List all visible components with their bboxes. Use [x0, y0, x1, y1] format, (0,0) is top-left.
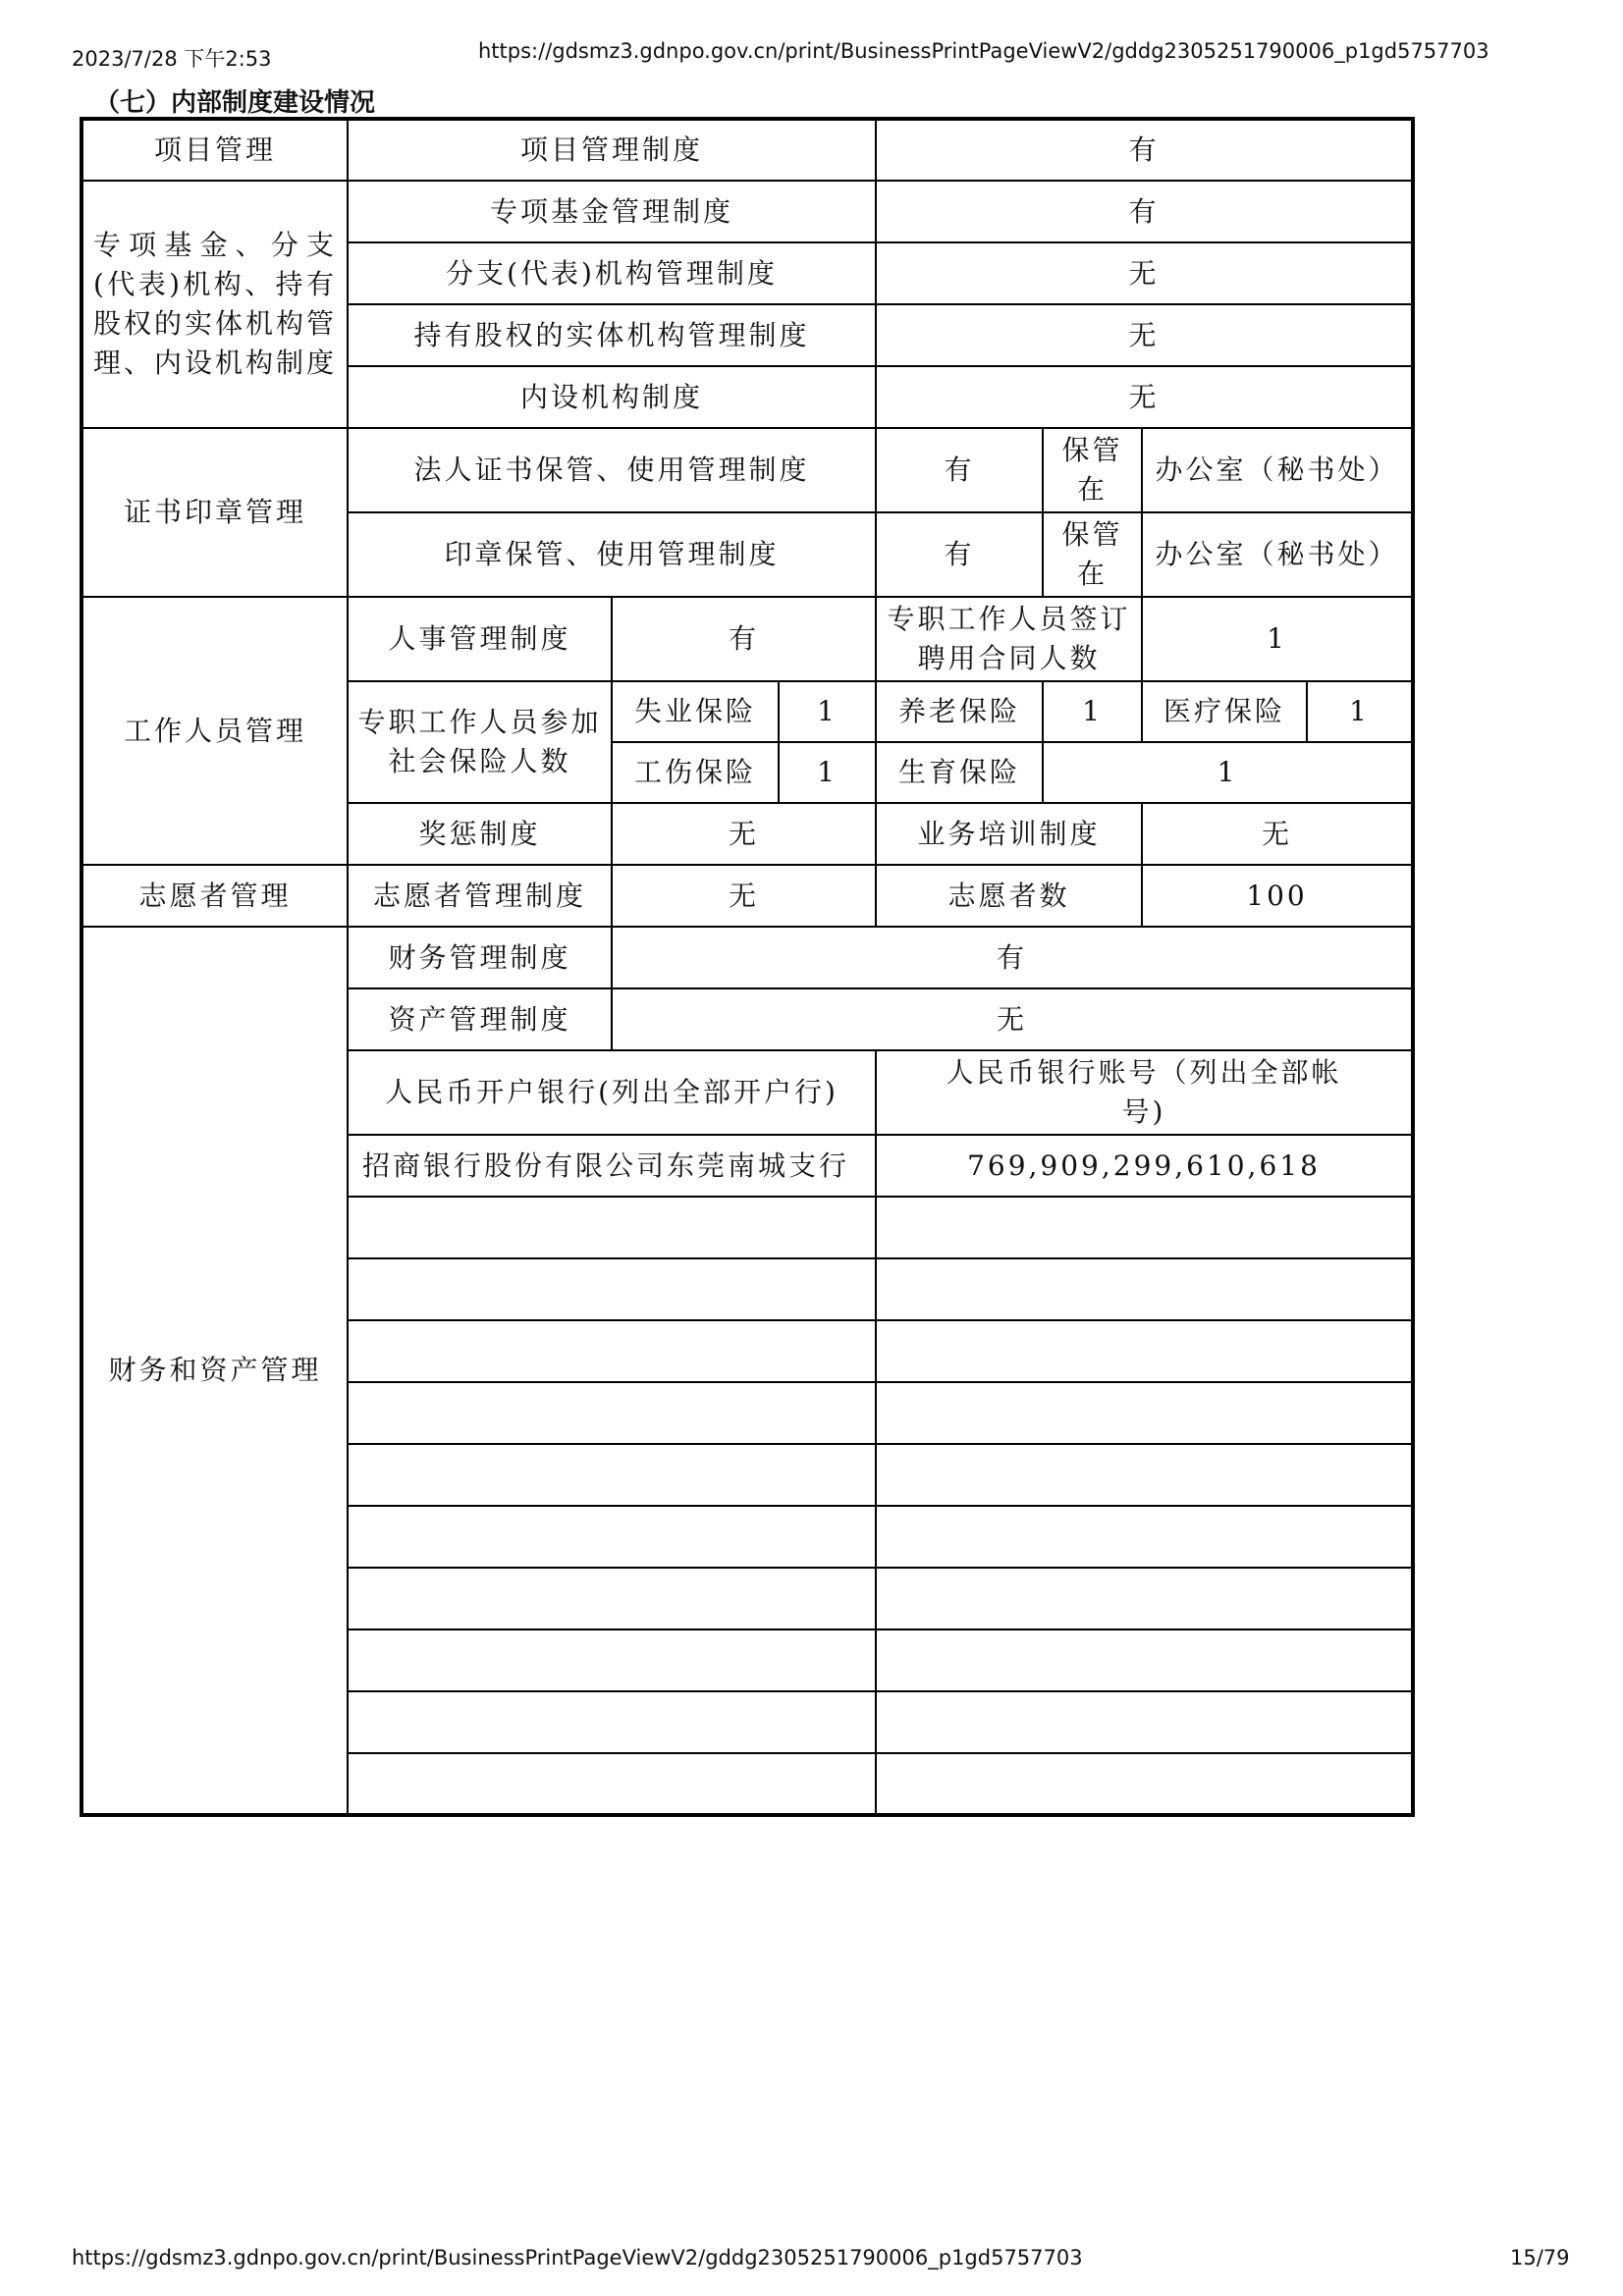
rule-label: 资产管理制度 [348, 988, 612, 1050]
table-row [81, 865, 1413, 927]
category-label: 财务和资产管理 [81, 927, 348, 1815]
bank-name [348, 1444, 876, 1506]
rule-value: 有 [876, 512, 1043, 597]
insurance-type: 生育保险 [876, 742, 1043, 803]
bank-name [348, 1197, 876, 1258]
volunteer-count-label: 志愿者数 [876, 865, 1142, 927]
contract-label: 专职工作人员签订聘用合同人数 [876, 597, 1142, 681]
bank-name [348, 1258, 876, 1320]
keeper-value: 办公室（秘书处） [1142, 512, 1413, 597]
insurance-count: 1 [1043, 742, 1413, 803]
account-number [876, 1197, 1413, 1258]
print-datetime: 2023/7/28 下午2:53 [72, 47, 272, 71]
table-row [81, 927, 1413, 988]
bank-name [348, 1568, 876, 1629]
insurance-type: 工伤保险 [612, 742, 779, 803]
rule-value: 无 [612, 865, 876, 927]
account-number [876, 1691, 1413, 1753]
account-number [876, 1258, 1413, 1320]
insurance-count: 1 [1307, 681, 1413, 742]
rule-value: 有 [612, 927, 1413, 988]
account-number [876, 1444, 1413, 1506]
account-number [876, 1382, 1413, 1444]
table-row [81, 597, 1413, 681]
keeper-label: 保管在 [1043, 428, 1142, 512]
category-label: 证书印章管理 [81, 428, 348, 597]
insurance-type: 失业保险 [612, 681, 779, 742]
rule-label: 持有股权的实体机构管理制度 [348, 304, 876, 366]
volunteer-count: 100 [1142, 865, 1413, 927]
category-label: 工作人员管理 [81, 597, 348, 865]
category-label: 专项基金、分支(代表)机构、持有股权的实体机构管理、内设机构制度 [81, 181, 348, 428]
account-number [876, 1320, 1413, 1382]
account-number [876, 1568, 1413, 1629]
account-number: 769,909,299,610,618 [876, 1135, 1413, 1197]
insurance-type: 医疗保险 [1142, 681, 1307, 742]
insurance-type: 养老保险 [876, 681, 1043, 742]
rule-label: 内设机构制度 [348, 366, 876, 428]
rule-label: 印章保管、使用管理制度 [348, 512, 876, 597]
page-number: 15/79 [1510, 2246, 1570, 2269]
rule-label: 专项基金管理制度 [348, 181, 876, 242]
account-number [876, 1629, 1413, 1691]
rule-label: 志愿者管理制度 [348, 865, 612, 927]
internal-rules-table [80, 117, 1415, 1817]
rule-label: 财务管理制度 [348, 927, 612, 988]
rule-value: 无 [876, 304, 1413, 366]
keeper-label: 保管在 [1043, 512, 1142, 597]
table-row [81, 428, 1413, 512]
table-row [81, 119, 1413, 181]
category-label: 项目管理 [81, 119, 348, 181]
rule-value: 有 [612, 597, 876, 681]
bank-name [348, 1382, 876, 1444]
account-column-header: 人民币银行账号（列出全部帐号) [876, 1050, 1413, 1135]
category-label: 志愿者管理 [81, 865, 348, 927]
print-url-footer: https://gdsmz3.gdnpo.gov.cn/print/BusinessPrintPageViewV2/gddg2305251790006_p1gd5757703 [72, 2246, 1083, 2269]
rule-value: 无 [612, 988, 1413, 1050]
rule-label: 分支(代表)机构管理制度 [348, 242, 876, 304]
rule-value: 有 [876, 181, 1413, 242]
bank-name: 招商银行股份有限公司东莞南城支行 [348, 1135, 876, 1197]
rule-label: 奖惩制度 [348, 803, 612, 865]
rule-label: 业务培训制度 [876, 803, 1142, 865]
bank-name [348, 1753, 876, 1815]
rule-value: 无 [876, 366, 1413, 428]
account-number [876, 1506, 1413, 1568]
rule-value: 无 [876, 242, 1413, 304]
rule-label: 人事管理制度 [348, 597, 612, 681]
bank-name [348, 1691, 876, 1753]
insurance-label: 专职工作人员参加社会保险人数 [348, 681, 612, 803]
rule-value: 有 [876, 428, 1043, 512]
bank-name [348, 1506, 876, 1568]
keeper-value: 办公室（秘书处） [1142, 428, 1413, 512]
bank-name [348, 1629, 876, 1691]
insurance-count: 1 [1043, 681, 1142, 742]
bank-column-header: 人民币开户银行(列出全部开户行) [348, 1050, 876, 1135]
account-number [876, 1753, 1413, 1815]
rule-label: 项目管理制度 [348, 119, 876, 181]
insurance-count: 1 [779, 742, 876, 803]
rule-value: 无 [612, 803, 876, 865]
rule-label: 法人证书保管、使用管理制度 [348, 428, 876, 512]
rule-value: 无 [1142, 803, 1413, 865]
contract-count: 1 [1142, 597, 1413, 681]
section-title: （七）内部制度建设情况 [94, 88, 376, 118]
rule-value: 有 [876, 119, 1413, 181]
insurance-count: 1 [779, 681, 876, 742]
print-url-header: https://gdsmz3.gdnpo.gov.cn/print/BusinessPrintPageViewV2/gddg2305251790006_p1gd5757703 [478, 39, 1489, 63]
bank-name [348, 1320, 876, 1382]
table-row [81, 181, 1413, 242]
